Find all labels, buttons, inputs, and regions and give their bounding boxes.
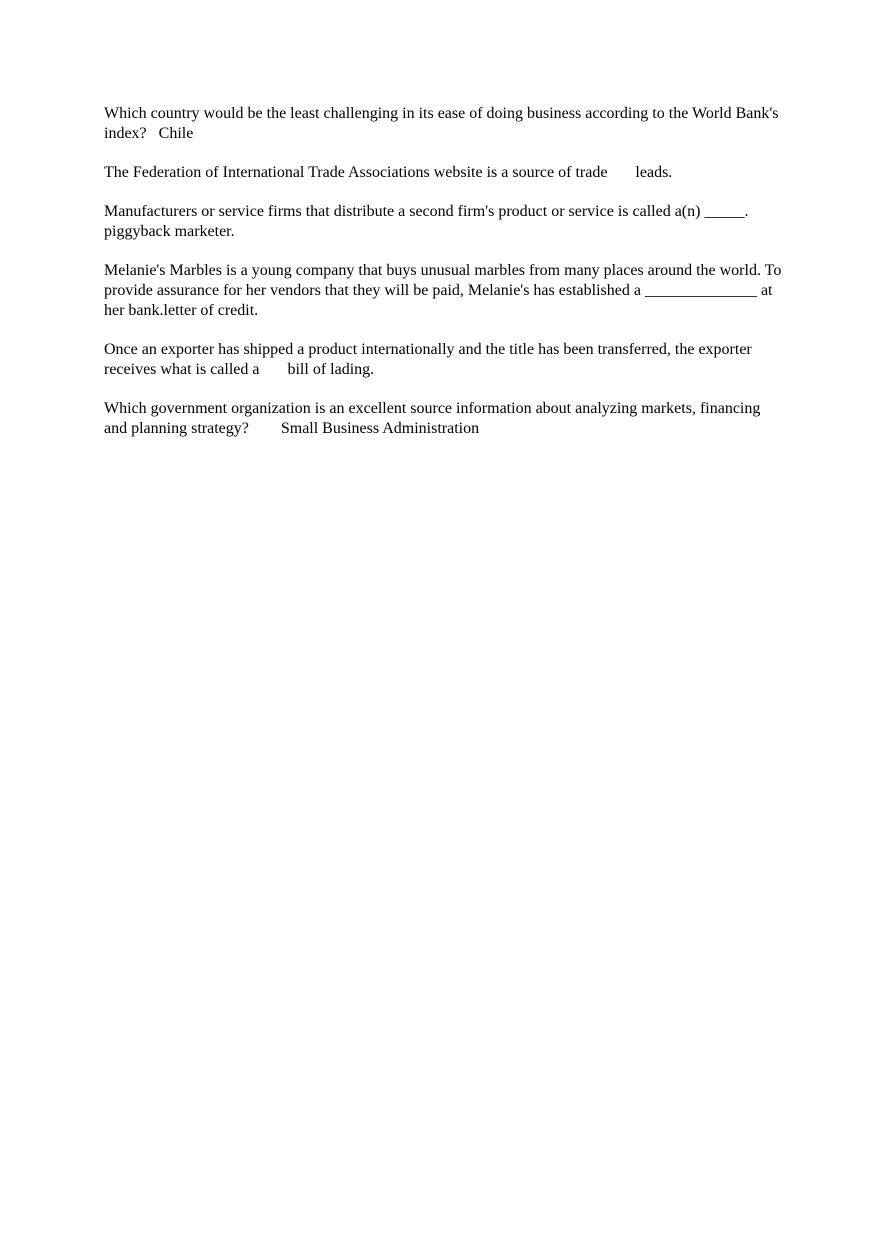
qa-item-1 xyxy=(104,104,784,144)
question-text: Melanie's Marbles is a young company that buys unusual marbles from many places around the world. To provide assurance for her vendors that they will be paid, Melanie's has established a ______________ at her bank. xyxy=(104,262,786,319)
answer-gap xyxy=(249,420,281,437)
answer-gap xyxy=(748,203,752,220)
qa-list xyxy=(104,104,784,439)
question-text: Which country would be the least challenging in its ease of doing business according to the World Bank's index? xyxy=(104,105,783,142)
answer-text: letter of credit. xyxy=(163,302,259,319)
answer-text: leads. xyxy=(635,164,673,181)
question-text: Which government organization is an excellent source information about analyzing markets, financing and planning strategy? xyxy=(104,400,765,437)
qa-item-3 xyxy=(104,202,784,242)
answer-text: Small Business Administration xyxy=(280,420,480,437)
answer-text: piggyback marketer. xyxy=(104,223,235,240)
answer-gap xyxy=(607,164,635,181)
question-text: Manufacturers or service firms that distribute a second firm's product or service is called a(n) _____. xyxy=(104,203,749,220)
answer-text: Chile xyxy=(158,125,194,142)
qa-item-4 xyxy=(104,261,784,321)
qa-item-6 xyxy=(104,399,784,439)
answer-gap xyxy=(147,125,159,142)
question-text: Once an exporter has shipped a product internationally and the title has been transferred, the exporter receives what is called a xyxy=(104,341,756,378)
answer-gap xyxy=(259,361,287,378)
qa-item-5 xyxy=(104,340,784,380)
qa-item-2 xyxy=(104,163,784,183)
answer-text: bill of lading. xyxy=(287,361,375,378)
question-text: The Federation of International Trade Associations website is a source of trade xyxy=(104,164,608,181)
